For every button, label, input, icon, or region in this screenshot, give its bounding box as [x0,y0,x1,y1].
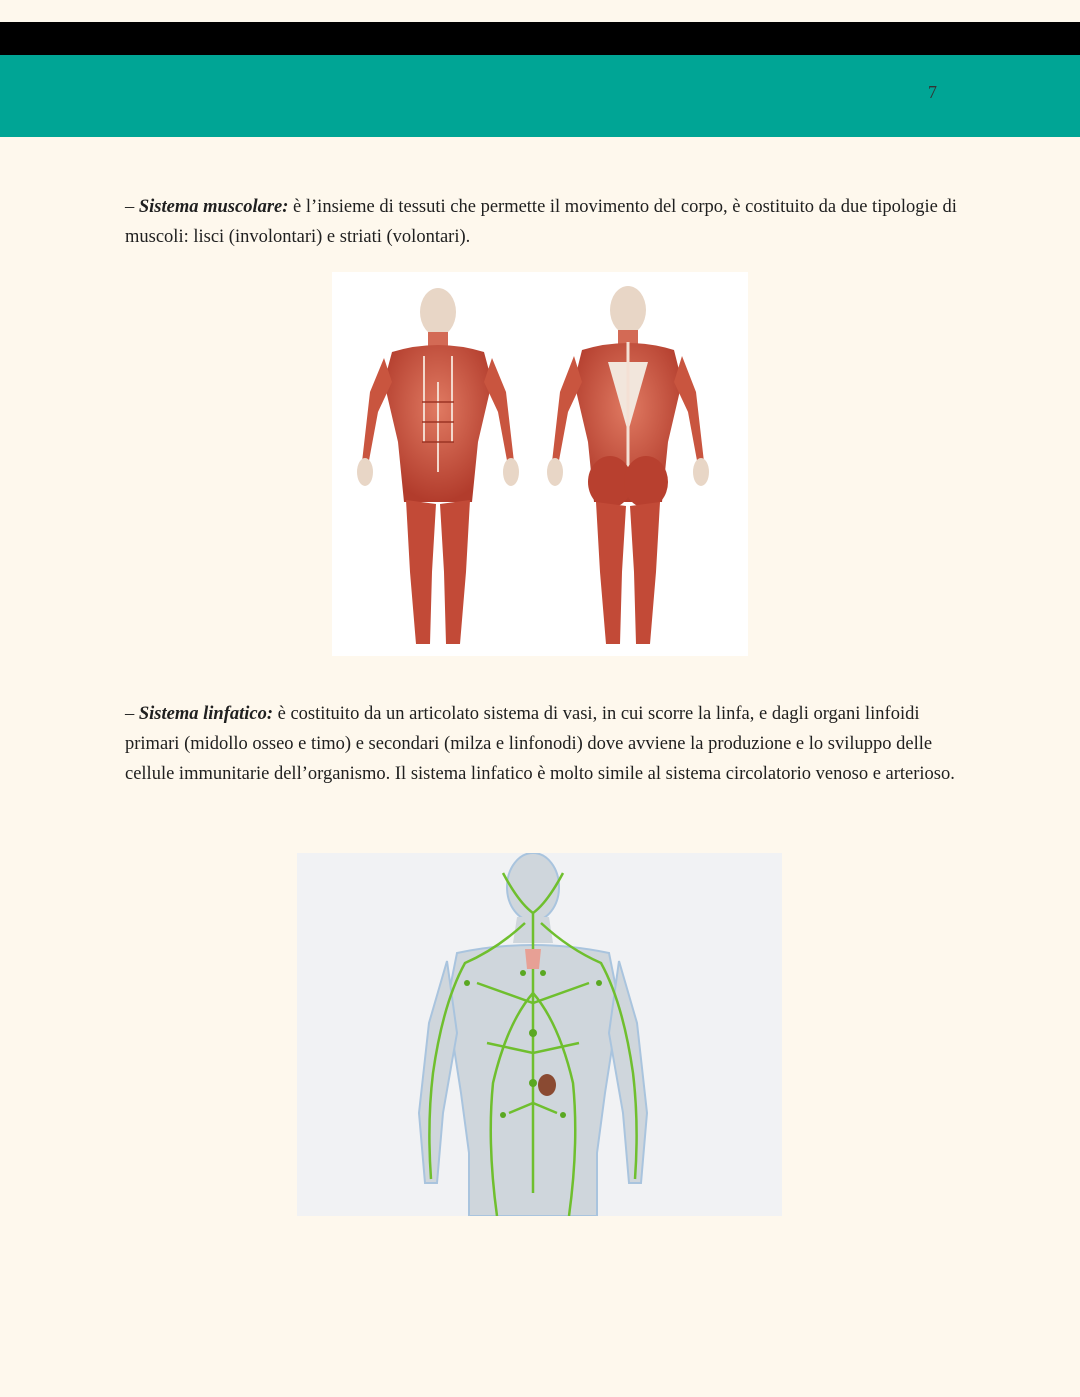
paragraph-sistema-linfatico [125,699,965,789]
muscular-front-figure [357,288,519,644]
paragraph-sistema-muscolare [125,192,965,252]
spleen [538,1074,556,1096]
page-number: 7 [928,82,937,102]
list-dash: – [125,704,139,724]
header-band [0,55,1080,137]
description-sistema-linfatico: è costituito da un articolato sistema di vasi, in cui scorre la linfa, e dagli organi linfoidi primari (midollo osseo e timo) e secondari (milza e linfonodi) dove avviene la produzione e lo sviluppo delle cellule immunitarie dell’organismo. Il sistema linfatico è molto simile al sistema circolatorio venoso e arterioso. [125,704,955,784]
muscular-system-illustration [332,272,748,656]
thymus [525,949,541,969]
lymphatic-system-illustration [297,853,782,1216]
description-sistema-muscolare: è l’insieme di tessuti che permette il movimento del corpo, è costituito da due tipologie di muscoli: lisci (involontari) e striati (volontari). [125,197,957,247]
list-dash: – [125,197,139,217]
term-sistema-muscolare: Sistema muscolare: [138,197,289,217]
term-sistema-linfatico: Sistema linfatico: [138,704,273,724]
top-black-bar [0,22,1080,55]
muscular-back-figure [547,286,709,644]
